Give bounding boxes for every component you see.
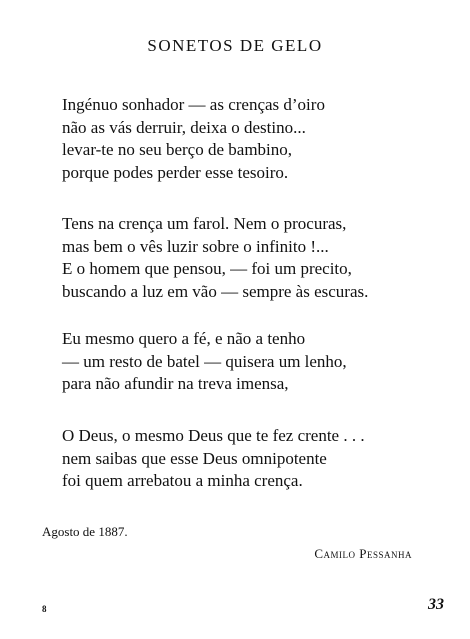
stanza-2 — [62, 213, 368, 303]
poem-title: SONETOS DE GELO — [147, 36, 323, 55]
verse-line: Tens na crença um farol. Nem o procuras, — [62, 214, 347, 233]
verse-line: mas bem o vês luzir sobre o infinito !... — [62, 236, 329, 256]
signature-marker: 8 — [42, 604, 47, 614]
verse-line: porque podes perder esse tesoiro. — [62, 162, 289, 182]
verse-line: E o homem que pensou, — foi um precito, — [62, 259, 352, 278]
verse-line: — um resto de batel — quisera um lenho, — [62, 351, 347, 371]
verse-line: para não afundir na treva imensa, — [62, 374, 289, 393]
stanza-1 — [62, 94, 325, 184]
stanza-3 — [62, 328, 347, 396]
verse-line: nem saibas que esse Deus omnipotente — [62, 448, 327, 468]
verse-line: levar-te no seu berço de bambino, — [62, 140, 293, 159]
author-name: Camilo Pessanha — [314, 546, 412, 561]
verse-line: buscando a luz em vão — sempre às escuras. — [62, 281, 369, 301]
stanza-4 — [62, 425, 365, 493]
page-number: 33 — [428, 596, 444, 613]
verse-line: foi quem arrebatou a minha crença. — [62, 471, 303, 490]
verse-line: Ingénuo sonhador — as crenças d’oiro — [62, 95, 325, 114]
poem-date: Agosto de 1887. — [42, 524, 128, 539]
verse-line: Eu mesmo quero a fé, e não a tenho — [62, 329, 306, 348]
verse-line: O Deus, o mesmo Deus que te fez crente . . . — [62, 426, 365, 445]
verse-line: não as vás derruir, deixa o destino... — [62, 117, 306, 137]
